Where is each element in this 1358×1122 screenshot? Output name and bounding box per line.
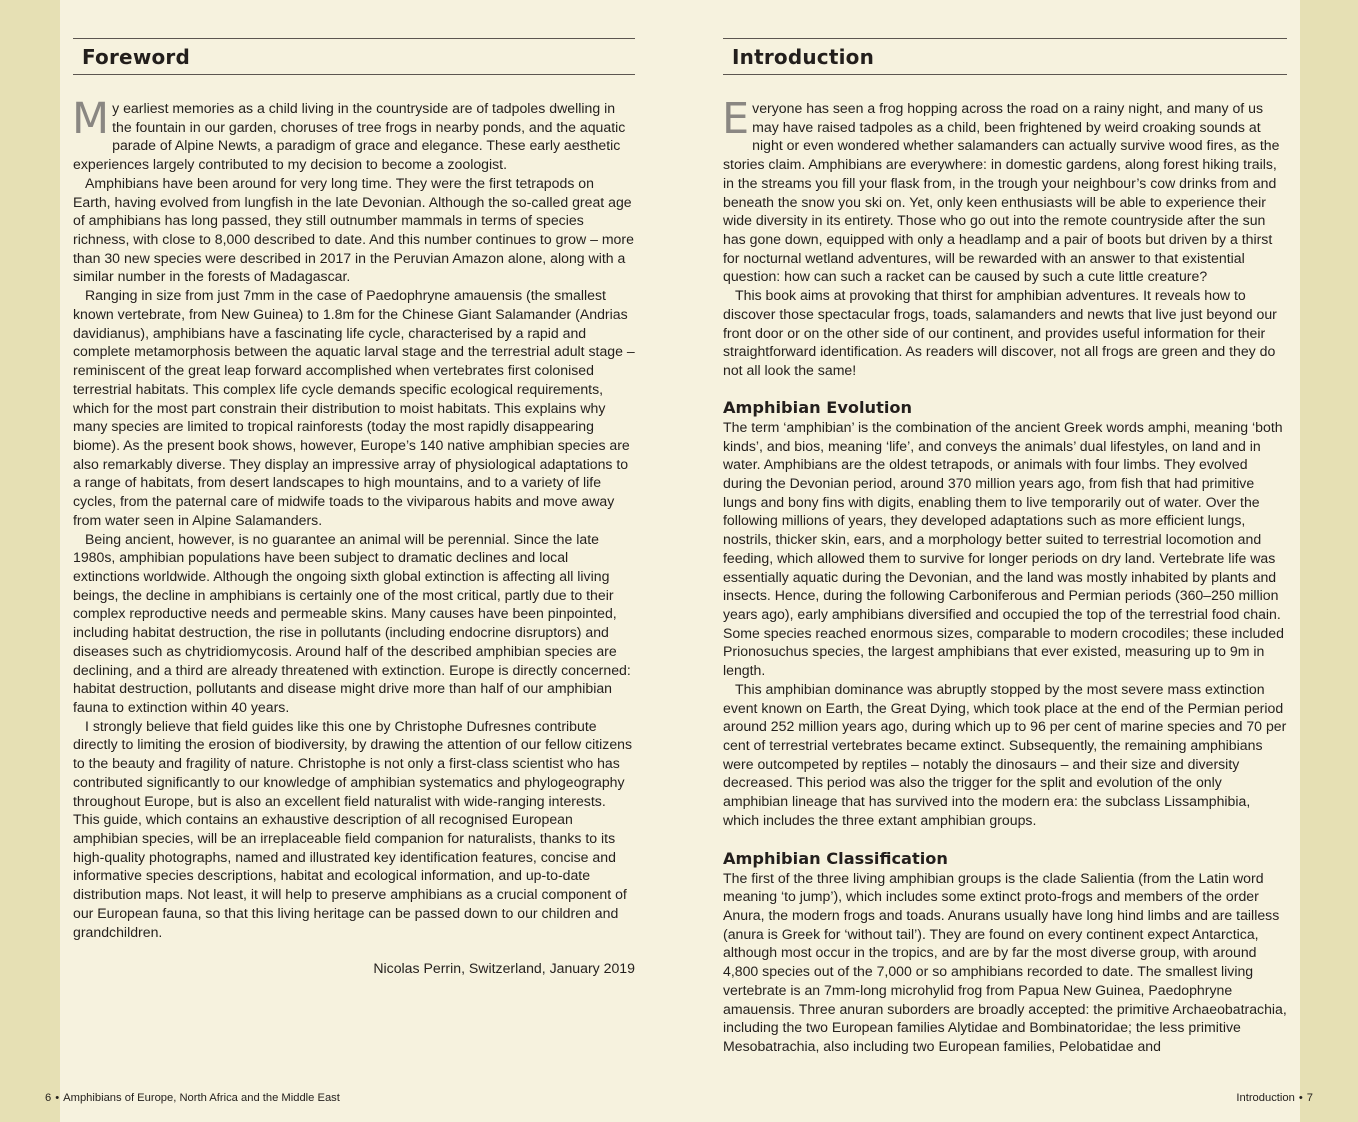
left-footer	[45, 1092, 340, 1104]
introduction-header	[723, 38, 1287, 75]
separator-dot: •	[1298, 1092, 1303, 1104]
foreword-body	[72, 94, 635, 978]
drop-cap: E	[722, 94, 750, 144]
foreword-column	[73, 0, 635, 978]
running-title: Amphibians of Europe, North Africa and the Middle East	[63, 1092, 340, 1104]
foreword-title: Foreword	[82, 44, 191, 69]
running-title: Introduction	[1236, 1092, 1295, 1104]
intro-paragraph: This book aims at provoking that thirst for amphibian adventures. It reveals how to discover those spectacular frogs, toads, salamanders and newts that live just beyond our front door or on the other side of our continent, and provides useful information for their straightforward identification. As readers will discover, not all frogs are green and they do not all look the same!	[723, 287, 1277, 379]
evolution-paragraph: The term ‘amphibian’ is the combination of the ancient Greek words amphi, meaning ‘both kinds’, and bios, meaning ‘life’, and conveys the animals’ dual lifestyles, on land and in water. Amphibians are the oldest tetrapods, or animals with four limbs. They evolved during the Devonian period, around 370 million years ago, from fish that had primitive lungs and bony fins with digits, enabling them to live temporarily out of water. Over the following millions of years, they developed adaptations such as more efficient lungs, nostrils, thicker skin, ears, and a morphology better suited to terrestrial locomotion and feeding, which allowed them to survive for longer periods on dry land. Vertebrate life was essentially aquatic during the Devonian, and the land was mostly inhabited by plants and insects. Hence, during the following Carboniferous and Permian periods (360–250 million years ago), early amphibians diversified and occupied the top of the terrestrial food chain. Some species reached enormous sizes, comparable to modern crocodiles; these included Prionosuchus species, the largest amphibians that ever existed, measuring up to 9m in length.	[723, 418, 1284, 679]
classification-paragraph: The first of the three living amphibian groups is the clade Salientia (from the Latin word meaning ‘to jump’), which includes some extinct proto-frogs and members of the order Anura, the modern frogs and toads. Anurans usually have long hind limbs and are tailless (anura is Greek for ‘without tail’). They are found on every continent expect Antarctica, although most occur in the tropics, and are by far the most diverse group, with around 4,800 species out of the 7,000 or so amphibians recorded to date. The smallest living vertebrate is an 7mm-long microhylid frog from Papua New Guinea, Paedophryne amauensis. Three anuran suborders are broadly accepted: the primitive Archaeobatrachia, including the two European families Alytidae and Bombinatoridae; the less primitive Mesobatrachia, also including two European families, Pelobatidae and	[723, 869, 1287, 1055]
drop-cap: M	[72, 94, 110, 144]
introduction-column	[723, 0, 1287, 1056]
classification-heading: Amphibian Classification	[723, 848, 948, 868]
evolution-heading: Amphibian Evolution	[723, 397, 913, 417]
foreword-paragraph: Being ancient, however, is no guarantee an animal will be perennial. Since the late 1980s, amphibian populations have been subject to dramatic declines and local extinctions worldwide. Although the ongoing sixth global extinction is affecting all living beings, the decline in amphibians is certainly one of the most critical, partly due to their complex reproductive needs and permeable skins. Many causes have been pinpointed, including habitat destruction, the rise in pollutants (including endocrine disruptors) and diseases such as chytridiomycosis. Around half of the described amphibian species are declining, and a third are already threatened with extinction. Europe is directly concerned: habitat destruction, pollutants and disease might drive more than half of our amphibian fauna to extinction within 40 years.	[73, 530, 631, 715]
intro-paragraph: Everyone has seen a frog hopping across the road on a rainy night, and many of us may have raised tadpoles as a child, been frightened by weird croaking sounds at night or even wondered whether salamanders can actually survive wood fires, as the stories claim. Amphibians are everywhere: in domestic gardens, along forest hiking trails, in the streams you fill your flask from, in the trough your neighbour’s cow drinks from and beneath the snow you ski on. Yet, only keen enthusiasts will be able to experience their wide diversity in its entirety. Those who go out into the remote countryside after the sun has gone down, equipped with only a headlamp and a pair of boots but driven by a thirst for nocturnal wetland adventures, will be rewarded with an answer to that existential question: how can such a racket can be caused by such a cute little creature?	[722, 94, 1280, 285]
foreword-paragraph: Ranging in size from just 7mm in the case of Paedophryne amauensis (the smallest known vertebrate, from New Guinea) to 1.8m for the Chinese Giant Salamander (Andrias davidianus), amphibians have a fascinating life cycle, characterised by a rapid and complete metamorphosis between the aquatic larval stage and the terrestrial adult stage – reminiscent of the great leap forward accomplished when vertebrates first colonised terrestrial habitats. This complex life cycle demands specific ecological requirements, which for the most part constrain their distribution to moist habitats. This explains why many species are limited to tropical rainforests (today the most rapidly disappearing biome). As the present book shows, however, Europe’s 140 native amphibian species are also remarkably diverse. They display an impressive array of physiological adaptations to a range of habitats, from desert landscapes to high mountains, and to a variety of life cycles, from the paternal care of midwife toads to the viviparous habits and move away from water seen in Alpine Salamanders.	[73, 287, 635, 528]
introduction-body	[722, 94, 1287, 1056]
foreword-paragraph: My earliest memories as a child living in the countryside are of tadpoles dwelling in the fountain in our garden, choruses of tree frogs in nearby ponds, and the aquatic parade of Alpine Newts, a paradigm of grace and elegance. These early aesthetic experiences largely contributed to my decision to become a zoologist.	[72, 94, 626, 173]
left-page	[60, 0, 679, 1122]
evolution-paragraph: This amphibian dominance was abruptly stopped by the most severe mass extinction event known on Earth, the Great Dying, which took place at the end of the Permian period around 252 million years ago, during which up to 96 per cent of marine species and 70 per cent of terrestrial vertebrates became extinct. Subsequently, the remaining amphibians were outcompeted by reptiles – notably the dinosaurs – and their size and diversity decreased. This period was also the trigger for the split and evolution of the only amphibian lineage that has survived into the modern era: the subclass Lissamphibia, which includes the three extant amphibian groups.	[723, 680, 1287, 828]
introduction-title: Introduction	[732, 44, 875, 69]
foreword-paragraph: Amphibians have been around for very long time. They were the first tetrapods on Earth, having evolved from lungfish in the late Devonian. Although the so-called great age of amphibians has long passed, they still outnumber mammals in terms of species richness, with close to 8,000 described to date. And this number continues to grow – more than 30 new species were described in 2017 in the Peruvian Amazon alone, along with a similar number in the forests of Madagascar.	[73, 174, 634, 285]
foreword-signature: Nicolas Perrin, Switzerland, January 2019	[373, 960, 635, 977]
separator-dot: •	[55, 1092, 60, 1104]
right-page	[679, 0, 1300, 1122]
foreword-header	[73, 38, 635, 75]
page-number: 7	[1306, 1092, 1313, 1104]
right-footer	[1236, 1092, 1313, 1104]
page-number: 6	[45, 1092, 52, 1104]
foreword-paragraph: I strongly believe that field guides like this one by Christophe Dufresnes contribute directly to limiting the erosion of biodiversity, by drawing the attention of our fellow citizens to the beauty and fragility of nature. Christophe is not only a first-class scientist who has contributed significantly to our knowledge of amphibian systematics and phylogeography throughout Europe, but is also an excellent field naturalist with wide-ranging interests. This guide, which contains an exhaustive description of all recognised European amphibian species, will be an irreplaceable field companion for naturalists, thanks to its high-quality photographs, named and illustrated key identification features, concise and informative species descriptions, habitat and ecological information, and up-to-date distribution maps. Not least, it will help to preserve amphibians as a crucial component of our European fauna, so that this living heritage can be passed down to our children and grandchildren.	[73, 717, 633, 940]
